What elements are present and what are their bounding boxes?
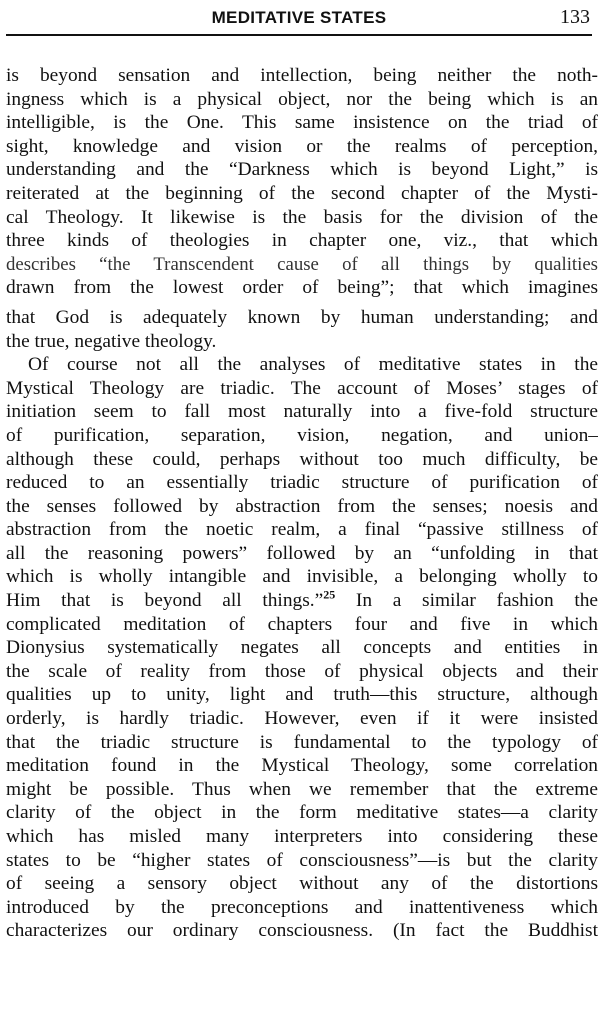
text-line: orderly, is hardly triadic. However, even if it were insisted — [6, 708, 598, 730]
text-line: which is wholly intangible and invisible, a belonging wholly to — [6, 566, 598, 588]
text-line: sight, knowledge and vision or the realms of perception, — [6, 135, 598, 157]
text-line: that the triadic structure is fundamental to the typology of — [6, 731, 598, 753]
footnote-reference: 25 — [323, 589, 336, 602]
text-line: reiterated at the beginning of the second chapter of the Mysti- — [6, 182, 598, 204]
text-line: all the reasoning powers” followed by an “unfolding in that — [6, 542, 598, 564]
text-line: intelligible, is the One. This same insistence on the triad of — [6, 112, 598, 134]
text-line: Mystical Theology are triadic. The account of Moses’ stages of — [6, 377, 598, 399]
text-line: understanding and the “Darkness which is beyond Light,” is — [6, 159, 598, 181]
text-line: introduced by the preconceptions and inattentiveness which — [6, 896, 598, 918]
paragraph-start-line: Of course not all the analyses of meditative states in the — [28, 354, 598, 376]
text-line: of purification, separation, vision, negation, and union– — [6, 424, 598, 446]
text-line: the scale of reality from those of physical objects and their — [6, 660, 598, 682]
text-line: Dionysius systematically negates all concepts and entities in — [6, 637, 598, 659]
text-line: clarity of the object in the form meditative states—a clarity — [6, 802, 598, 824]
text-line: three kinds of theologies in chapter one, viz., that which — [6, 230, 598, 252]
page-number: 133 — [560, 6, 590, 28]
text-line: abstraction from the noetic realm, a final “passive stillness of — [6, 519, 598, 541]
text-line: which has misled many interpreters into considering these — [6, 826, 598, 847]
text-line: that God is adequately known by human understanding; and — [6, 306, 598, 328]
body-text — [6, 64, 598, 943]
running-head — [6, 6, 592, 36]
text-line: initiation seem to fall most naturally into a five-fold structure — [6, 401, 598, 423]
text-line: drawn from the lowest order of being”; that which imagines — [6, 277, 598, 299]
text-line: although these could, perhaps without too much difficulty, be — [6, 448, 598, 470]
text-line: reduced to an essentially triadic structure of purification of — [6, 472, 598, 494]
text-line: states to be “higher states of consciousness”—is but the clarity — [6, 849, 598, 871]
footnote-line — [6, 589, 598, 613]
text-line: complicated meditation of chapters four and five in which — [6, 613, 598, 635]
text-line: describes “the Transcendent cause of all things by qualities — [6, 253, 598, 275]
text-line: ingness which is a physical object, nor the being which is an — [6, 88, 598, 110]
text-line: the senses followed by abstraction from the senses; noesis and — [6, 495, 598, 517]
text-line: the true, negative theology. — [6, 330, 217, 352]
text-line: qualities up to unity, light and truth—this structure, although — [6, 684, 598, 706]
text-line: might be possible. Thus when we remember that the extreme — [6, 778, 598, 800]
text-line: of seeing a sensory object without any of the distortions — [6, 873, 598, 895]
text-line: characterizes our ordinary consciousness. (In fact the Buddhist — [6, 920, 598, 942]
text-line-end: In a similar fashion the — [335, 590, 598, 612]
running-head-title: MEDITATIVE STATES — [211, 8, 387, 27]
text-line-start: Him that is beyond all things.” — [6, 590, 324, 612]
text-line: meditation found in the Mystical Theology, some correlation — [6, 755, 598, 777]
text-line: cal Theology. It likewise is the basis for the division of the — [6, 206, 598, 228]
text-line: is beyond sensation and intellection, being neither the noth- — [6, 65, 598, 86]
